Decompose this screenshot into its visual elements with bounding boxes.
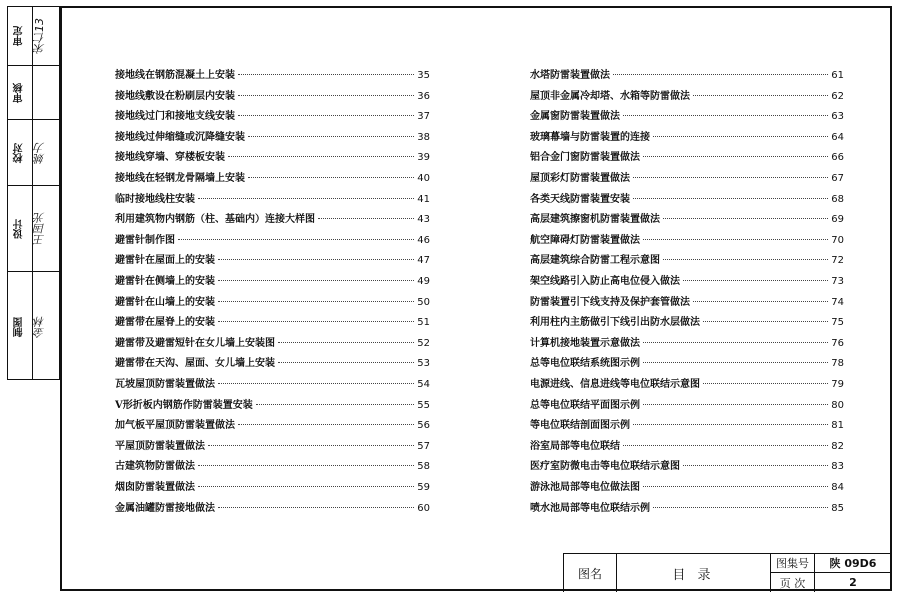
toc-entry-page: 43 xyxy=(417,214,430,226)
toc-entry-title: 总等电位联结系统图示例 xyxy=(530,358,640,370)
sidebar-role-label: 制图 xyxy=(14,317,25,337)
toc-entry-title: 防雷装置引下线支持及保护套管做法 xyxy=(530,296,690,308)
toc-leader-dots xyxy=(198,198,414,199)
toc-entry-page: 52 xyxy=(417,337,430,349)
toc-entry-page: 72 xyxy=(831,255,844,267)
toc-entry-page: 40 xyxy=(417,173,430,184)
drawing-name-value: 目 录 xyxy=(617,554,771,592)
toc-entry-title: 金属油罐防雷接地做法 xyxy=(115,502,215,514)
toc-entry-page: 70 xyxy=(831,234,844,246)
sidebar-role-label: 设计 xyxy=(14,219,25,239)
toc-leader-dots xyxy=(178,239,414,240)
toc-leader-dots xyxy=(238,95,414,96)
toc-entry-page: 73 xyxy=(831,276,844,287)
toc-leader-dots xyxy=(278,362,414,363)
toc-entry[interactable] xyxy=(115,334,430,348)
toc-entry[interactable] xyxy=(115,375,430,389)
toc-entry-page: 69 xyxy=(831,214,844,226)
toc-entry-page: 41 xyxy=(417,193,430,205)
toc-entry-title: 利用建筑物内钢筋（柱、基础内）连接大样图 xyxy=(115,214,315,226)
toc-entry[interactable] xyxy=(115,478,430,492)
toc-entry-title: 避雷针在屋面上的安装 xyxy=(115,255,215,267)
page-number-value: 2 xyxy=(849,576,857,589)
toc-entry-title: 医疗室防微电击等电位联结示意图 xyxy=(530,461,680,473)
toc-entry-title: 平屋顶防雷装置做法 xyxy=(115,440,205,452)
toc-entry[interactable] xyxy=(115,87,430,101)
toc-entry[interactable] xyxy=(530,354,844,368)
toc-entry-page: 60 xyxy=(417,502,430,514)
toc-entry-page: 63 xyxy=(831,111,844,123)
toc-entry-page: 50 xyxy=(417,296,430,308)
toc-entry-page: 64 xyxy=(831,131,844,143)
toc-entry-page: 49 xyxy=(417,276,430,287)
toc-entry-page: 36 xyxy=(417,90,430,102)
toc-entry[interactable] xyxy=(115,210,430,224)
toc-entry[interactable] xyxy=(530,437,844,451)
toc-entry-page: 56 xyxy=(417,420,430,432)
page-number-label: 页 次 xyxy=(771,573,815,592)
toc-leader-dots xyxy=(623,445,828,446)
toc-leader-dots xyxy=(643,486,828,487)
toc-entry[interactable] xyxy=(115,354,430,368)
toc-entry-title: 架空线路引入防止高电位侵入做法 xyxy=(530,276,680,287)
toc-entry[interactable] xyxy=(115,416,430,430)
toc-entry[interactable] xyxy=(115,251,430,265)
toc-entry[interactable] xyxy=(530,169,844,183)
toc-entry-page: 68 xyxy=(831,193,844,205)
toc-leader-dots xyxy=(633,198,828,199)
toc-leader-dots xyxy=(643,404,828,405)
toc-entry-title: 浴室局部等电位联结 xyxy=(530,440,620,452)
toc-entry[interactable] xyxy=(530,231,844,245)
toc-entry-page: 38 xyxy=(417,131,430,143)
toc-entry[interactable] xyxy=(530,251,844,265)
toc-entry-title: 航空障碍灯防雷装置做法 xyxy=(530,234,640,246)
toc-leader-dots xyxy=(633,424,828,425)
toc-entry-page: 59 xyxy=(417,482,430,493)
toc-entry[interactable] xyxy=(530,107,844,121)
toc-leader-dots xyxy=(278,342,414,343)
sidebar-signature xyxy=(32,66,61,120)
toc-entry-title: 接地线穿墙、穿楼板安装 xyxy=(115,152,225,164)
toc-entry[interactable] xyxy=(115,313,430,327)
toc-leader-dots xyxy=(318,218,414,219)
toc-entry[interactable] xyxy=(530,66,844,80)
toc-entry[interactable] xyxy=(115,457,430,471)
toc-entry-title: 临时接地线柱安装 xyxy=(115,193,195,205)
sidebar-role-label: 审定 xyxy=(14,26,25,46)
toc-entry-page: 76 xyxy=(831,337,844,349)
toc-entry-page: 46 xyxy=(417,234,430,246)
toc-entry-page: 58 xyxy=(417,461,430,473)
toc-entry[interactable] xyxy=(530,272,844,286)
toc-entry-title: 接地线在钢筋混凝土上安装 xyxy=(115,70,235,81)
sidebar-role-label: 审核 xyxy=(14,83,25,103)
toc-entry-title: 避雷针在侧墙上的安装 xyxy=(115,276,215,287)
toc-entry-title: 接地线在轻钢龙骨隔墙上安装 xyxy=(115,173,245,184)
toc-entry-title: 水塔防雷装置做法 xyxy=(530,70,610,81)
sidebar-row xyxy=(8,185,59,271)
toc-entry-title: 古建筑物防雷做法 xyxy=(115,461,195,473)
toc-entry-title: 接地线敷设在粉刷层内安装 xyxy=(115,90,235,102)
toc-leader-dots xyxy=(218,280,414,281)
sidebar-role-label: 校对 xyxy=(14,143,25,163)
sidebar-row xyxy=(8,7,59,65)
toc-entry-title: 铝合金门窗防雷装置做法 xyxy=(530,152,640,164)
toc-entry[interactable] xyxy=(115,128,430,142)
toc-entry[interactable] xyxy=(115,231,430,245)
toc-leader-dots xyxy=(248,177,414,178)
toc-entry-title: 利用柱内主筋做引下线引出防水层做法 xyxy=(530,317,700,329)
toc-leader-dots xyxy=(693,301,828,302)
sidebar-signature: 姚力 xyxy=(33,142,46,164)
toc-entry-page: 51 xyxy=(417,317,430,329)
toc-entry-title: 各类天线防雷装置安装 xyxy=(530,193,630,205)
toc-leader-dots xyxy=(198,465,414,466)
toc-leader-dots xyxy=(218,507,414,508)
toc-leader-dots xyxy=(238,424,414,425)
toc-entry-page: 54 xyxy=(417,379,430,390)
toc-entry-page: 84 xyxy=(831,482,844,493)
toc-entry[interactable] xyxy=(530,334,844,348)
title-block xyxy=(563,553,891,592)
toc-entry[interactable] xyxy=(115,437,430,451)
toc-entry-page: 66 xyxy=(831,152,844,164)
toc-entry-title: 高层建筑擦窗机防雷装置做法 xyxy=(530,214,660,226)
toc-entry-page: 37 xyxy=(417,111,430,123)
toc-leader-dots xyxy=(643,156,828,157)
sidebar-signature: 金林 xyxy=(33,316,46,338)
toc-leader-dots xyxy=(218,301,414,302)
toc-entry[interactable] xyxy=(115,66,430,80)
toc-entry-title: 高层建筑综合防雷工程示意图 xyxy=(530,255,660,267)
toc-entry-page: 82 xyxy=(831,440,844,452)
toc-entry[interactable] xyxy=(530,190,844,204)
toc-entry-title: 避雷带在屋脊上的安装 xyxy=(115,317,215,329)
toc-entry[interactable] xyxy=(530,457,844,471)
toc-leader-dots xyxy=(613,74,828,75)
toc-leader-dots xyxy=(218,259,414,260)
toc-leader-dots xyxy=(643,239,828,240)
toc-entry-title: 计算机接地装置示意做法 xyxy=(530,337,640,349)
toc-entry-page: 83 xyxy=(831,461,844,473)
toc-leader-dots xyxy=(703,383,828,384)
toc-entry-title: 等电位联结剖面图示例 xyxy=(530,420,630,432)
toc-entry[interactable] xyxy=(115,190,430,204)
toc-entry-title: 屋顶彩灯防雷装置做法 xyxy=(530,173,630,184)
toc-entry-page: 53 xyxy=(417,358,430,370)
toc-entry-page: 78 xyxy=(831,358,844,370)
toc-entry-page: 35 xyxy=(417,70,430,81)
toc-entry[interactable] xyxy=(115,107,430,121)
toc-entry-page: 47 xyxy=(417,255,430,267)
toc-entry[interactable] xyxy=(530,478,844,492)
toc-entry-title: 喷水池局部等电位联结示例 xyxy=(530,502,650,514)
toc-entry-page: 75 xyxy=(831,317,844,329)
toc-entry-title: 接地线过伸缩缝或沉降缝安装 xyxy=(115,131,245,143)
toc-leader-dots xyxy=(693,95,828,96)
sidebar-row xyxy=(8,119,59,185)
toc-entry[interactable] xyxy=(530,128,844,142)
toc-entry[interactable] xyxy=(115,396,430,410)
toc-entry[interactable] xyxy=(530,499,844,513)
atlas-number-value: 陕 09D6 xyxy=(815,554,891,573)
toc-leader-dots xyxy=(663,218,828,219)
toc-leader-dots xyxy=(256,404,415,405)
toc-entry[interactable] xyxy=(530,375,844,389)
toc-leader-dots xyxy=(218,321,414,322)
toc-entry-title: 游泳池局部等电位做法图 xyxy=(530,482,640,493)
toc-leader-dots xyxy=(663,259,828,260)
toc-entry[interactable] xyxy=(530,396,844,410)
toc-entry-title: 避雷带及避雷短针在女儿墙上安装图 xyxy=(115,337,275,349)
toc-entry[interactable] xyxy=(530,87,844,101)
toc-entry[interactable] xyxy=(115,148,430,162)
sidebar-signature: 王国光 xyxy=(33,212,46,246)
toc-leader-dots xyxy=(633,177,828,178)
toc-entry-title: 电源进线、信息进线等电位联结示意图 xyxy=(530,379,700,390)
toc-entry-page: 67 xyxy=(831,173,844,184)
toc-entry-title: 避雷带在天沟、屋面、女儿墙上安装 xyxy=(115,358,275,370)
toc-leader-dots xyxy=(653,136,828,137)
toc-entry-page: 57 xyxy=(417,440,430,452)
toc-entry-title: 接地线过门和接地支线安装 xyxy=(115,111,235,123)
toc-leader-dots xyxy=(643,342,828,343)
toc-entry[interactable] xyxy=(530,210,844,224)
sidebar-row xyxy=(8,65,59,119)
toc-entry-page: 62 xyxy=(831,90,844,102)
toc-entry[interactable] xyxy=(115,499,430,513)
drawing-name-label: 图名 xyxy=(564,554,617,592)
toc-leader-dots xyxy=(643,362,828,363)
atlas-number-label: 图集号 xyxy=(771,554,815,573)
toc-entry[interactable] xyxy=(530,148,844,162)
toc-entry-page: 80 xyxy=(831,399,844,411)
toc-leader-dots xyxy=(653,507,828,508)
toc-entry-title: 金属窗防雷装置做法 xyxy=(530,111,620,123)
toc-entry-title: 烟囱防雷装置做法 xyxy=(115,482,195,493)
toc-entry[interactable] xyxy=(530,293,844,307)
toc-entry[interactable] xyxy=(530,313,844,327)
toc-leader-dots xyxy=(208,445,414,446)
toc-entry-page: 61 xyxy=(831,70,844,81)
toc-entry-title: 避雷针在山墙上的安装 xyxy=(115,296,215,308)
toc-entry-page: 39 xyxy=(417,152,430,164)
toc-entry-page: 55 xyxy=(417,399,430,411)
toc-entry-title: 玻璃幕墙与防雷装置的连接 xyxy=(530,131,650,143)
toc-entry-title: 屋顶非金属冷却塔、水箱等防雷做法 xyxy=(530,90,690,102)
toc-entry[interactable] xyxy=(115,293,430,307)
toc-entry-page: 74 xyxy=(831,296,844,308)
sidebar-row xyxy=(8,271,59,381)
toc-entry-title: 加气板平屋顶防雷装置做法 xyxy=(115,420,235,432)
toc-entry[interactable] xyxy=(115,272,430,286)
toc-entry[interactable] xyxy=(115,169,430,183)
toc-entry-page: 79 xyxy=(831,379,844,390)
toc-leader-dots xyxy=(238,74,414,75)
toc-leader-dots xyxy=(703,321,828,322)
toc-leader-dots xyxy=(248,136,414,137)
toc-leader-dots xyxy=(238,115,414,116)
toc-entry-page: 85 xyxy=(831,502,844,514)
toc-entry-title: 瓦坡屋顶防雷装置做法 xyxy=(115,379,215,390)
toc-entry-title: 避雷针制作图 xyxy=(115,234,175,246)
toc-leader-dots xyxy=(218,383,414,384)
toc-entry[interactable] xyxy=(530,416,844,430)
sidebar-signature: 宋仁13 xyxy=(33,18,46,54)
toc-leader-dots xyxy=(683,465,828,466)
toc-leader-dots xyxy=(683,280,828,281)
toc-leader-dots xyxy=(228,156,414,157)
toc-leader-dots xyxy=(623,115,828,116)
toc-entry-title: 总等电位联结平面图示例 xyxy=(530,399,640,411)
signature-sidebar xyxy=(7,6,60,380)
toc-entry-title: V形折板内钢筋作防雷装置安装 xyxy=(115,399,253,411)
toc-entry-page: 81 xyxy=(831,420,844,432)
toc-leader-dots xyxy=(198,486,414,487)
